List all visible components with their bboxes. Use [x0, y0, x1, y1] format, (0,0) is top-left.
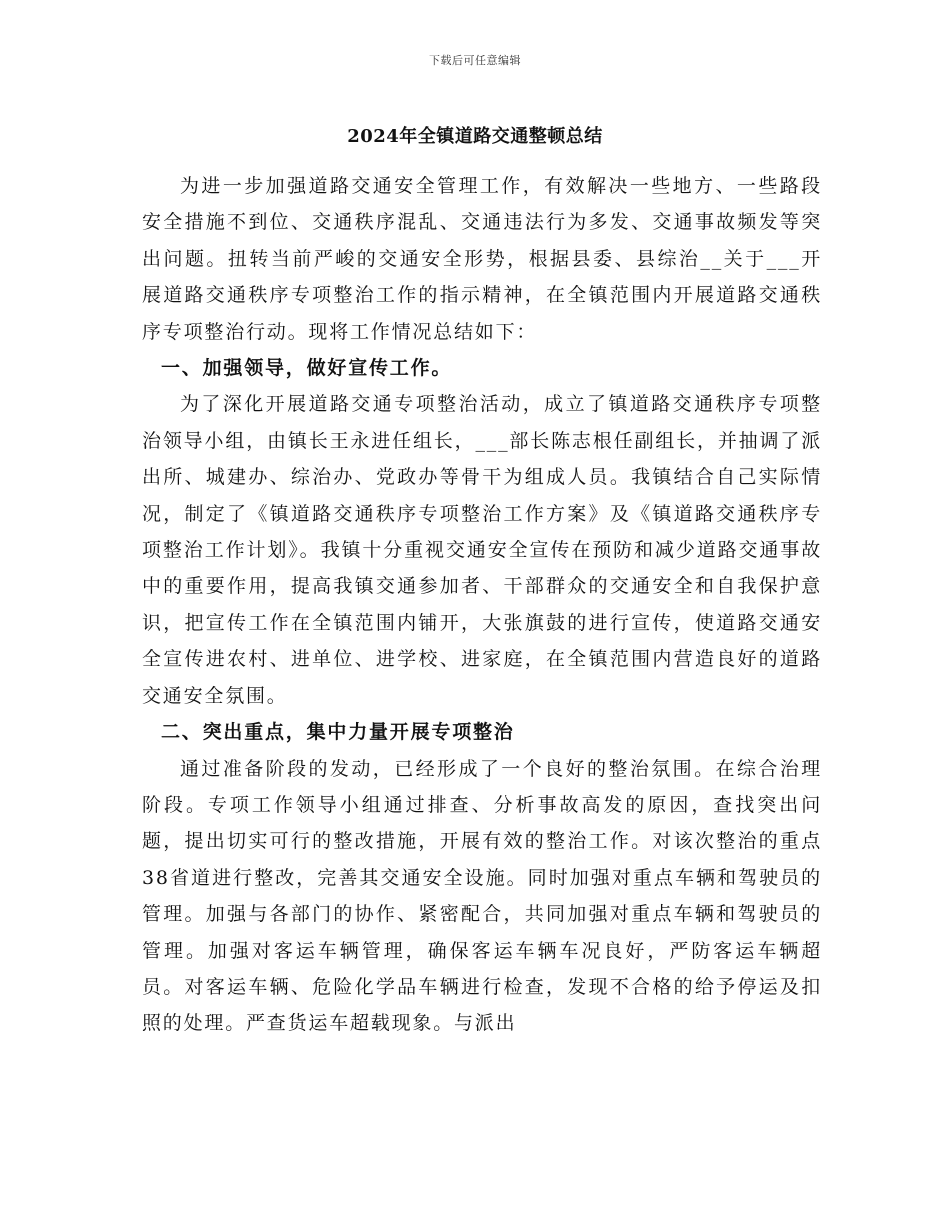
section-2-paragraph: 通过准备阶段的发动，已经形成了一个良好的整治氛围。在综合治理阶段。专项工作领导小组通过排查、分析事故高发的原因，查找突出问题，提出切实可行的整改措施，开展有效的整治工作。对该次整治的重点38省道进行整改，完善其交通安全设施。同时加强对重点车辆和驾驶员的管理。加强与各部门的协作、紧密配合，共同加强对重点车辆和驾驶员的管理。加强对客运车辆管理，确保客运车辆车况良好，严防客运车辆超员。对客运车辆、危险化学品车辆进行检查，发现不合格的给予停运及扣照的处理。严查货运车超载现象。与派出 [142, 757, 822, 1035]
document-title: 2024年全镇道路交通整顿总结 [347, 126, 603, 147]
document-body [142, 168, 822, 1042]
section-1-paragraph: 为了深化开展道路交通专项整治活动，成立了镇道路交通秩序专项整治领导小组，由镇长王永进任组长，___部长陈志根任副组长，并抽调了派出所、城建办、综治办、党政办等骨干为组成人员。我镇结合自己实际情况，制定了《镇道路交通秩序专项整治工作方案》及《镇道路交通秩序专项整治工作计划》。我镇十分重视交通安全宣传在预防和减少道路交通事故中的重要作用，提高我镇交通参加者、干部群众的交通安全和自我保护意识，把宣传工作在全镇范围内铺开，大张旗鼓的进行宣传，使道路交通安全宣传进农村、进单位、进学校、进家庭，在全镇范围内营造良好的道路交通安全氛围。 [142, 393, 822, 707]
intro-paragraph: 为进一步加强道路交通安全管理工作，有效解决一些地方、一些路段安全措施不到位、交通秩序混乱、交通违法行为多发、交通事故频发等突出问题。扭转当前严峻的交通安全形势，根据县委、县综治__关于___开展道路交通秩序专项整治工作的指示精神，在全镇范围内开展道路交通秩序专项整治行动。现将工作情况总结如下： [142, 175, 822, 343]
section-1-heading: 一、加强领导，做好宣传工作。 [161, 357, 453, 380]
header-note: 下载后可任意编辑 [429, 54, 521, 67]
section-2-heading: 二、突出重点，集中力量开展专项整治 [161, 721, 515, 744]
